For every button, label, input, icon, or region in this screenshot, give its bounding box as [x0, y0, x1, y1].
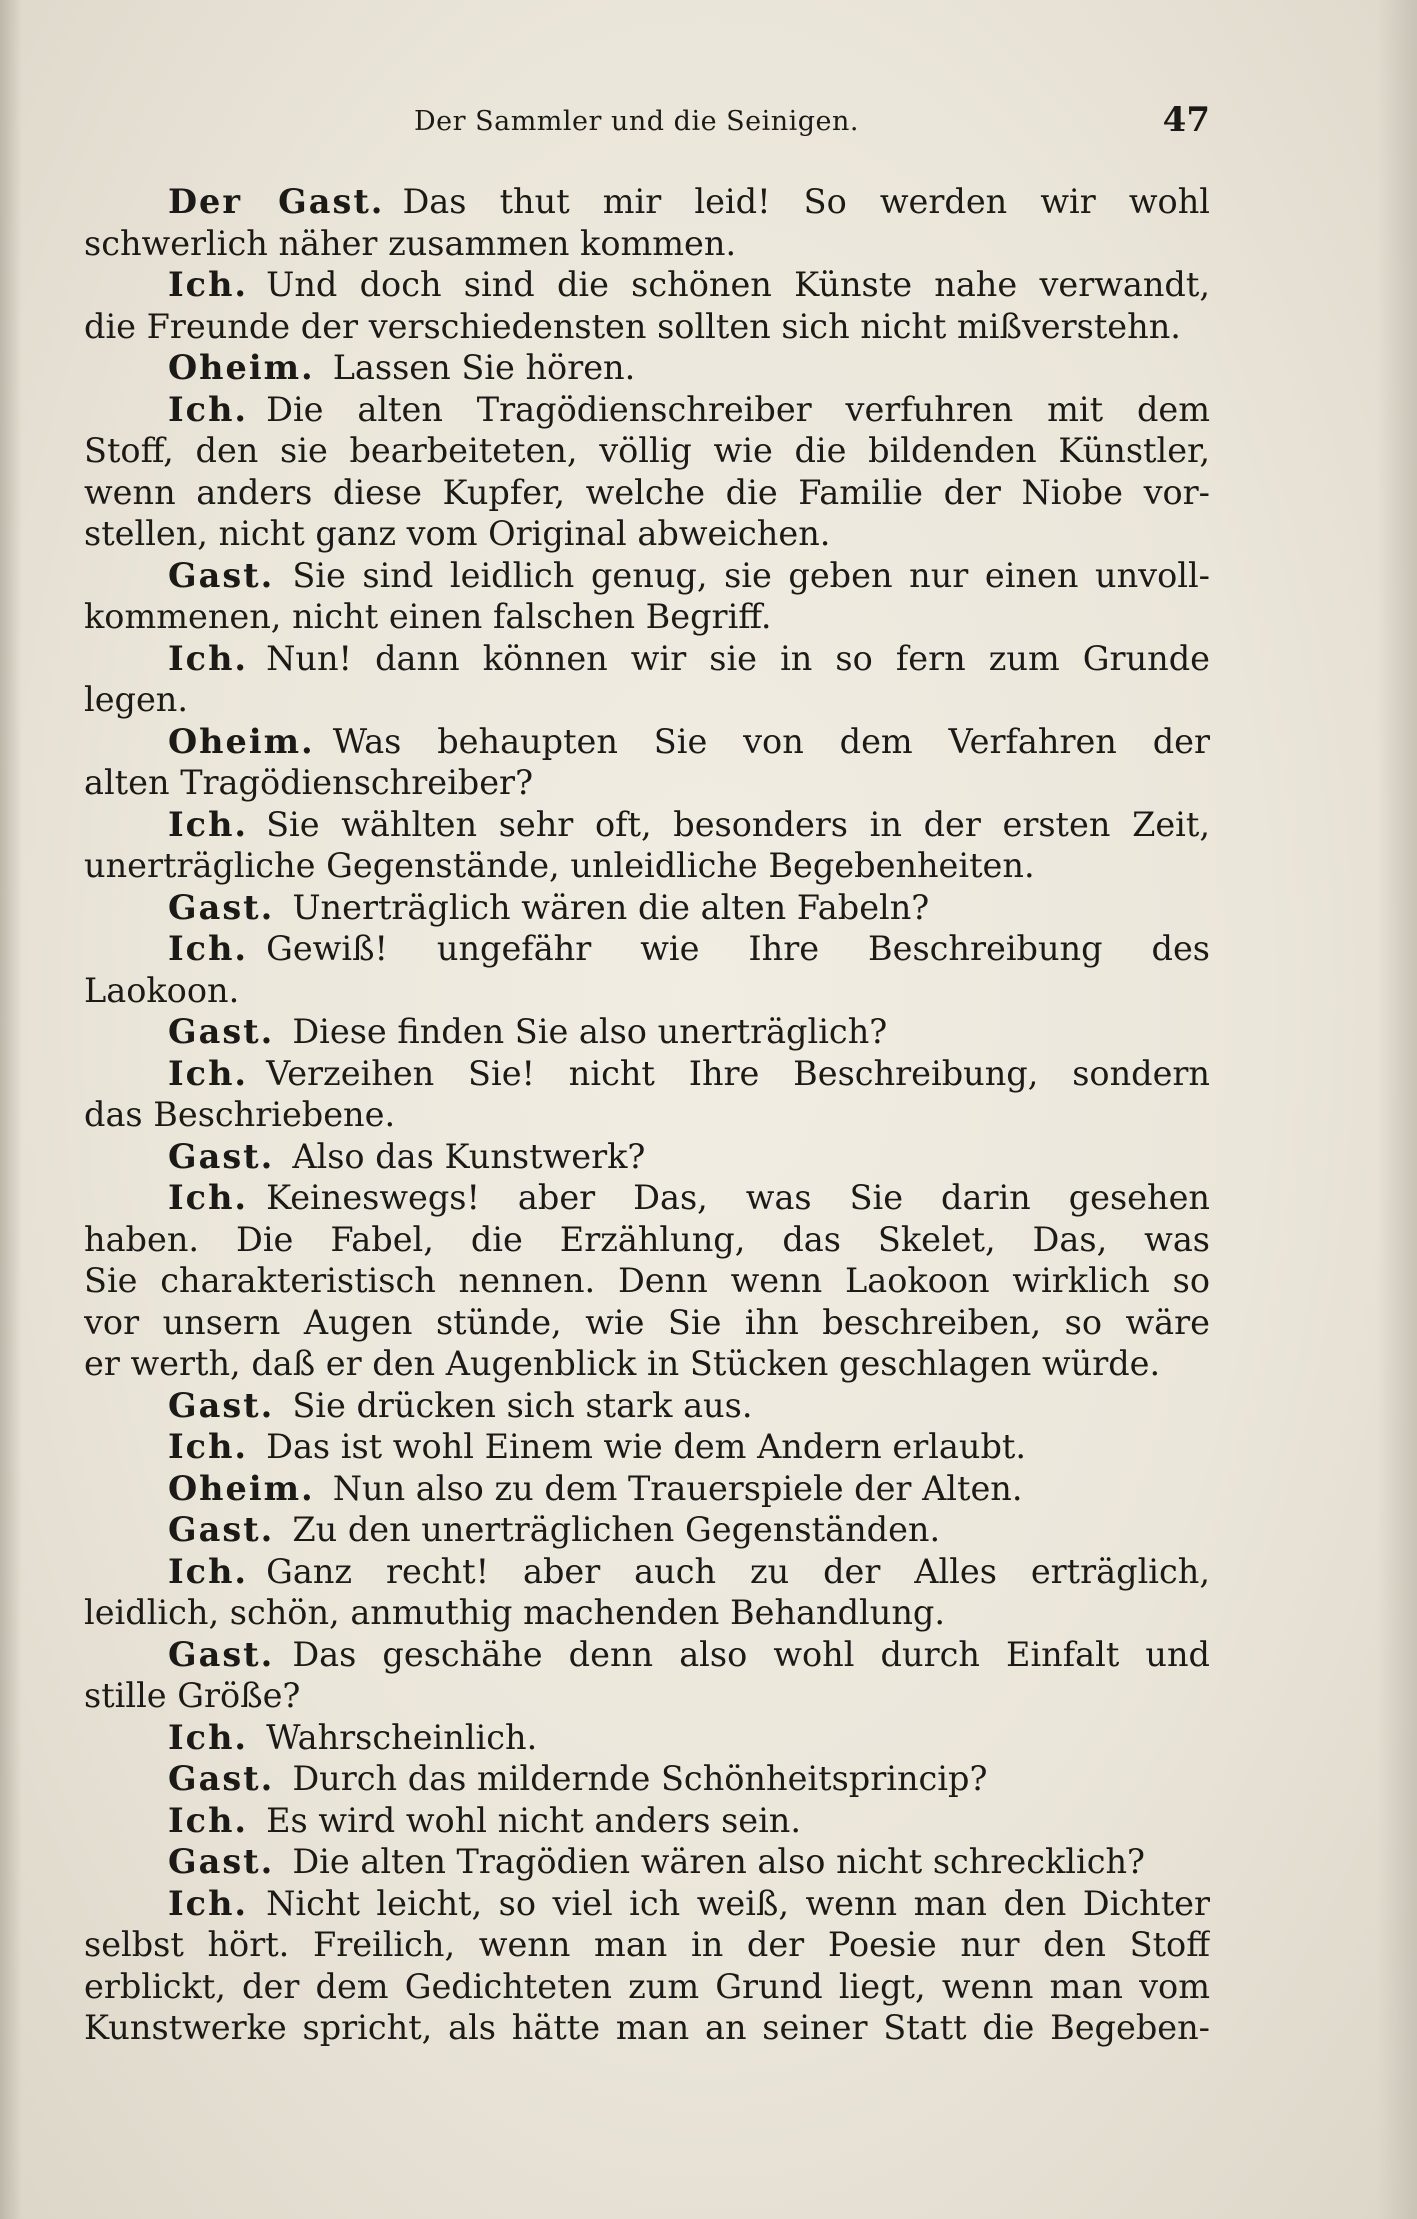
speaker-name: Ich.	[168, 1427, 249, 1466]
line-text: haben. Die Fabel, die Erzählung, das Skelet, Das, was	[84, 1219, 1210, 1259]
line-text: Die alten Tragödienschreiber verfuhren mit dem	[266, 389, 1210, 429]
text-line	[84, 472, 1210, 514]
text-line	[84, 1966, 1210, 2008]
text-line	[84, 1302, 1210, 1344]
line-text: Nun also zu dem Trauerspiele der Alten.	[332, 1468, 1023, 1508]
running-title: Der Sammler und die Seinigen.	[414, 106, 860, 137]
line-text: Das ist wohl Einem wie dem Andern erlaubt.	[266, 1427, 1027, 1466]
line-text: unerträgliche Gegenstände, unleidliche Begebenheiten.	[84, 846, 1035, 885]
text-line	[84, 804, 1210, 846]
speaker-name: Gast.	[168, 1842, 275, 1881]
text-line	[84, 1675, 1210, 1717]
speaker-name: Gast.	[168, 887, 275, 927]
speaker-name: Gast.	[168, 555, 275, 595]
speaker-name: Oheim.	[168, 1468, 315, 1508]
line-text: vor unsern Augen stünde, wie Sie ihn beschreiben, so wäre	[84, 1302, 1210, 1342]
text-line	[84, 1094, 1210, 1136]
text-line	[84, 1011, 1210, 1053]
line-text: Diese finden Sie also unerträglich?	[292, 1012, 888, 1051]
page-edge-shadow-right	[1377, 0, 1417, 2219]
page-header	[84, 100, 1210, 150]
text-line	[84, 306, 1210, 348]
line-text: Nicht leicht, so viel ich weiß, wenn man den Dichter	[266, 1883, 1210, 1923]
line-text: die Freunde der verschiedensten sollten sich nicht mißverstehn.	[84, 306, 1181, 346]
page-number: 47	[1162, 100, 1210, 140]
text-line	[84, 1924, 1210, 1966]
speaker-name: Gast.	[168, 1385, 275, 1425]
text-line	[84, 887, 1210, 929]
speaker-name: Ich.	[168, 1053, 249, 1093]
text-line	[84, 1634, 1210, 1676]
speaker-name: Ich.	[168, 389, 249, 429]
line-text: leidlich, schön, anmuthig machenden Behandlung.	[84, 1593, 946, 1632]
line-text: das Beschriebene.	[84, 1095, 396, 1134]
line-text: Sie sind leidlich genug, sie geben nur einen unvoll-	[292, 555, 1210, 595]
text-line	[84, 1219, 1210, 1261]
line-text: Also das Kunstwerk?	[292, 1136, 646, 1176]
speaker-name: Oheim.	[168, 721, 315, 761]
line-text: Was behaupten Sie von dem Verfahren der	[332, 721, 1210, 761]
speaker-name: Gast.	[168, 1510, 275, 1549]
line-text: er werth, daß er den Augenblick in Stücken geschlagen würde.	[84, 1344, 1161, 1383]
text-line	[84, 928, 1210, 970]
text-line	[84, 1343, 1210, 1385]
text-line	[84, 223, 1210, 265]
speaker-name: Ich.	[168, 1178, 249, 1217]
text-line	[84, 264, 1210, 306]
line-text: Wahrscheinlich.	[266, 1717, 538, 1757]
line-text: Sie charakteristisch nennen. Denn wenn Laokoon wirklich so	[84, 1261, 1210, 1300]
line-text: stellen, nicht ganz vom Original abweichen.	[84, 514, 831, 553]
text-line	[84, 1717, 1210, 1759]
text-line	[84, 1053, 1210, 1095]
line-text: Laokoon.	[84, 970, 240, 1010]
text-line	[84, 1551, 1210, 1593]
speaker-name: Gast.	[168, 1136, 275, 1176]
text-line	[84, 1177, 1210, 1219]
line-text: wenn anders diese Kupfer, welche die Familie der Niobe vor-	[84, 472, 1210, 512]
line-text: Das geschähe denn also wohl durch Einfalt und	[292, 1634, 1210, 1674]
speaker-name: Gast.	[168, 1634, 275, 1674]
text-line	[84, 2007, 1210, 2049]
text-line	[84, 1385, 1210, 1427]
line-text: Sie drücken sich stark aus.	[292, 1385, 753, 1425]
line-text: selbst hört. Freilich, wenn man in der Poesie nur den Stoff	[84, 1925, 1210, 1964]
text-line	[84, 845, 1210, 887]
speaker-name: Ich.	[168, 804, 249, 844]
line-text: Gewiß! ungefähr wie Ihre Beschreibung des	[266, 929, 1210, 968]
text-line	[84, 389, 1210, 431]
line-text: Lassen Sie hören.	[332, 348, 636, 387]
text-line	[84, 1468, 1210, 1510]
speaker-name: Ich.	[168, 638, 249, 678]
text-line	[84, 430, 1210, 472]
speaker-name: Ich.	[168, 265, 249, 304]
speaker-name: Ich.	[168, 929, 249, 968]
text-line	[84, 638, 1210, 680]
text-line	[84, 181, 1210, 223]
line-text: kommenen, nicht einen falschen Begriff.	[84, 597, 772, 636]
speaker-name: Ich.	[168, 1717, 249, 1757]
line-text: Sie wählten sehr oft, besonders in der ersten Zeit,	[266, 804, 1210, 844]
speaker-name: Gast.	[168, 1012, 275, 1051]
line-text: Das thut mir leid! So werden wir wohl	[402, 182, 1210, 221]
speaker-name: Ich.	[168, 1800, 249, 1840]
line-text: Die alten Tragödien wären also nicht schrecklich?	[292, 1842, 1146, 1881]
line-text: stille Größe?	[84, 1676, 301, 1715]
line-text: Zu den unerträglichen Gegenständen.	[292, 1510, 941, 1549]
line-text: Verzeihen Sie! nicht Ihre Beschreibung, sondern	[266, 1053, 1210, 1093]
text-line	[84, 1509, 1210, 1551]
speaker-name: Oheim.	[168, 348, 315, 387]
text-line	[84, 513, 1210, 555]
text-line	[84, 721, 1210, 763]
line-text: alten Tragödienschreiber?	[84, 763, 534, 802]
speaker-name: Ich.	[168, 1883, 249, 1923]
text-line	[84, 679, 1210, 721]
line-text: Keineswegs! aber Das, was Sie darin gesehen	[266, 1178, 1210, 1217]
text-line	[84, 596, 1210, 638]
speaker-name: Der Gast.	[168, 182, 385, 221]
line-text: schwerlich näher zusammen kommen.	[84, 223, 737, 263]
line-text: Kunstwerke spricht, als hätte man an seiner Statt die Begeben-	[84, 2008, 1210, 2047]
speaker-name: Ich.	[168, 1551, 249, 1591]
text-line	[84, 1592, 1210, 1634]
line-text: legen.	[84, 680, 189, 719]
text-line	[84, 347, 1210, 389]
line-text: Ganz recht! aber auch zu der Alles erträglich,	[266, 1551, 1210, 1591]
text-line	[84, 762, 1210, 804]
text-line	[84, 970, 1210, 1012]
text-line	[84, 1841, 1210, 1883]
text-line	[84, 1800, 1210, 1842]
text-line	[84, 1260, 1210, 1302]
line-text: Und doch sind die schönen Künste nahe verwandt,	[266, 265, 1210, 304]
text-line	[84, 555, 1210, 597]
page-edge-shadow-left	[0, 0, 22, 2219]
line-text: Unerträglich wären die alten Fabeln?	[292, 887, 930, 927]
line-text: Stoff, den sie bearbeiteten, völlig wie die bildenden Künstler,	[84, 431, 1210, 470]
line-text: Durch das mildernde Schönheitsprincip?	[292, 1759, 988, 1798]
text-line	[84, 1136, 1210, 1178]
text-line	[84, 1758, 1210, 1800]
text-line	[84, 1426, 1210, 1468]
speaker-name: Gast.	[168, 1759, 275, 1798]
line-text: erblickt, der dem Gedichteten zum Grund liegt, wenn man vom	[84, 1966, 1210, 2006]
text-line	[84, 1883, 1210, 1925]
line-text: Nun! dann können wir sie in so fern zum Grunde	[266, 638, 1210, 678]
dialogue-text-block	[84, 181, 1210, 2049]
line-text: Es wird wohl nicht anders sein.	[266, 1800, 802, 1840]
